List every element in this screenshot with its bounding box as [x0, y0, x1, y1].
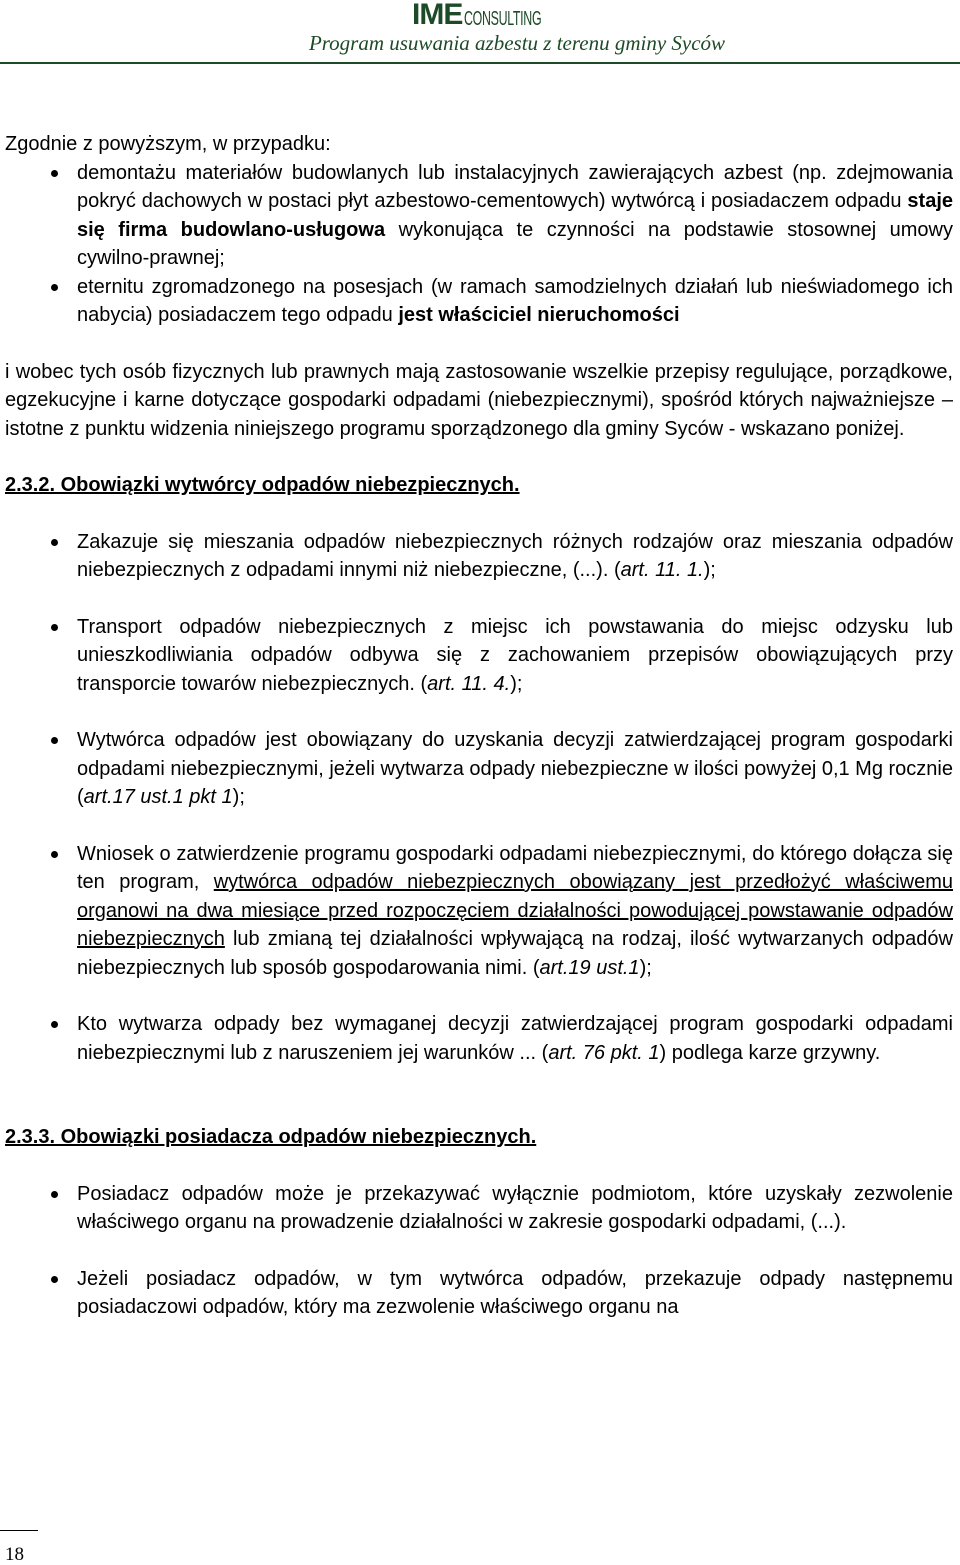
bullet-icon	[51, 539, 58, 546]
list-item: Wytwórca odpadów jest obowiązany do uzyskania decyzji zatwierdzającej program gospodarki odpadami niebezpiecznymi, jeżeli wytwarza odpady niebezpieczne w ilości powyżej 0,1 Mg rocznie (art.17 ust.1 pkt 1);	[5, 726, 953, 812]
list-item: Zakazuje się mieszania odpadów niebezpiecznych różnych rodzajów oraz mieszania odpadów niebezpiecznych z odpadami innymi niż niebezpieczne, (...). (art. 11. 1.);	[5, 528, 953, 585]
list-item: Posiadacz odpadów może je przekazywać wyłącznie podmiotom, które uzyskały zezwolenie właściwego organu na prowadzenie działalności w zakresie gospodarki odpadami, (...).	[5, 1180, 953, 1237]
bullet-icon	[51, 624, 58, 631]
running-header	[0, 30, 960, 56]
body-paragraph: i wobec tych osób fizycznych lub prawnych mają zastosowanie wszelkie przepisy regulujące, porządkowe, egzekucyjne i karne dotyczące gospodarki odpadami (niebezpiecznymi), spośród których najważniejsze – istotne z punktu widzenia niniejszego programu sporządzonego dla gminy Syców - wskazano poniżej.	[5, 360, 953, 440]
producer-duties-list	[5, 528, 953, 1068]
header-subtitle: Program usuwania azbestu z terenu gminy Syców	[308, 31, 726, 55]
footer-rule	[0, 1530, 38, 1531]
header-divider	[0, 62, 960, 64]
bullet-icon	[51, 737, 58, 744]
intro-line: Zgodnie z powyższym, w przypadku:	[5, 133, 331, 155]
case-list	[5, 159, 953, 330]
bullet-icon	[51, 1021, 58, 1028]
holder-duties-list	[5, 1180, 953, 1322]
logo-sub: CONSULTING	[464, 8, 542, 30]
list-item: Kto wytwarza odpady bez wymaganej decyzji zatwierdzającej program gospodarki odpadami niebezpiecznymi lub z naruszeniem jej warunków ... (art. 76 pkt. 1) podlega karze grzywny.	[5, 1010, 953, 1067]
bullet-icon	[51, 170, 58, 177]
section-heading-holder: 2.3.3. Obowiązki posiadacza odpadów niebezpiecznych.	[5, 1126, 537, 1148]
document-body	[5, 130, 953, 1322]
bullet-icon	[51, 1191, 58, 1198]
list-item: Jeżeli posiadacz odpadów, w tym wytwórca odpadów, przekazuje odpady następnemu posiadaczowi odpadów, który ma zezwolenie właściwego organu na	[5, 1265, 953, 1322]
list-item: Wniosek o zatwierdzenie programu gospodarki odpadami niebezpiecznymi, do którego dołącza się ten program, wytwórca odpadów niebezpiecznych obowiązany jest przedłożyć właściwemu organowi na dwa miesiące przed rozpoczęciem działalności powodującej powstawanie odpadów niebezpiecznych lub zmianą tej działalności wpływającą na rodzaj, ilość wytwarzanych odpadów niebezpiecznych lub sposób gospodarowania nimi. (art.19 ust.1);	[5, 840, 953, 983]
section-heading-producer: 2.3.2. Obowiązki wytwórcy odpadów niebezpiecznych.	[5, 474, 520, 496]
list-item: Transport odpadów niebezpiecznych z miejsc ich powstawania do miejsc odzysku lub unieszkodliwiania odpadów odbywa się z zachowaniem przepisów obowiązujących przy transporcie towarów niebezpiecznych. (art. 11. 4.);	[5, 613, 953, 699]
logo-main: IME	[412, 0, 463, 31]
list-item: demontażu materiałów budowlanych lub instalacyjnych zawierających azbest (np. zdejmowania pokryć dachowych w postaci płyt azbestowo-cementowych) wytwórcą i posiadaczem odpadu staje się firma budowlano-usługowa wykonująca te czynności na podstawie stosownej umowy cywilno-prawnej;	[5, 159, 953, 273]
bullet-icon	[51, 1276, 58, 1283]
bullet-icon	[51, 284, 58, 291]
bullet-icon	[51, 851, 58, 858]
page-number: 18	[5, 1544, 24, 1565]
list-item: eternitu zgromadzonego na posesjach (w ramach samodzielnych działań lub nieświadomego ich nabycia) posiadaczem tego odpadu jest właściciel nieruchomości	[5, 273, 953, 330]
header-logo	[412, 0, 589, 30]
